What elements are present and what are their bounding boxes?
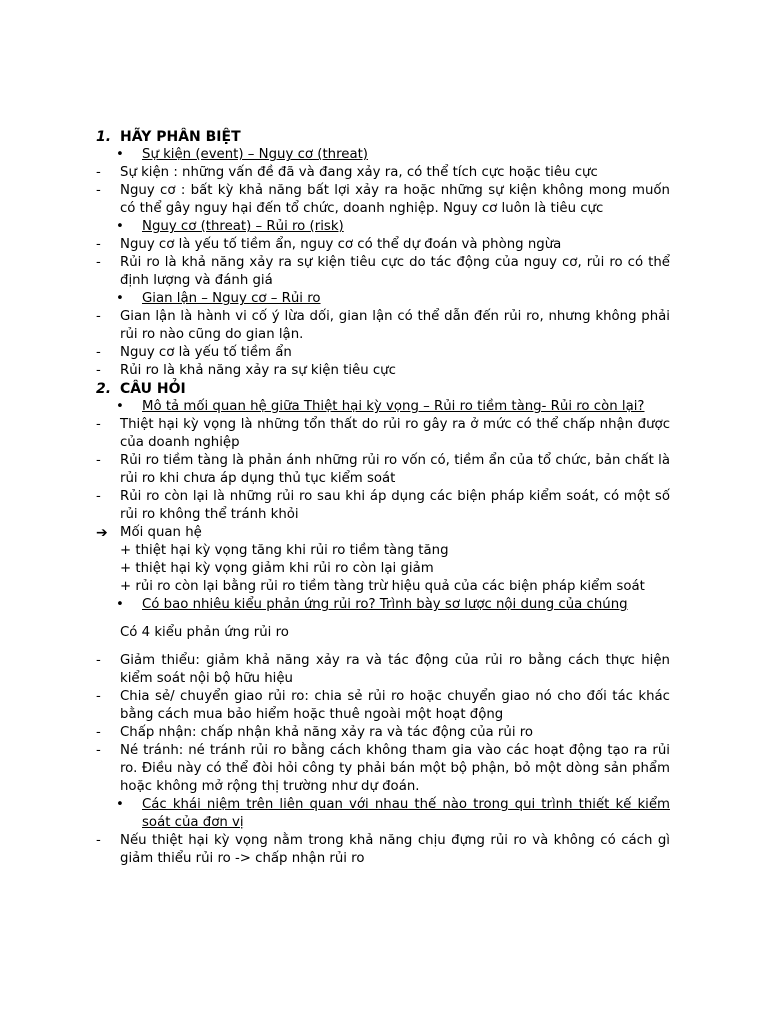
- bullet-item-text: Các khái niệm trên liên quan với nhau thế nào trong qui trình thiết kế kiểm soát của đơn vị: [142, 797, 670, 830]
- bullet-icon: •: [116, 219, 124, 234]
- dash-item-text: Nguy cơ là yếu tố tiềm ẩn: [120, 345, 292, 360]
- text-line-text: + thiệt hại kỳ vọng tăng khi rủi ro tiềm tàng tăng: [120, 543, 449, 558]
- section-heading-text: CÂU HỎI: [120, 381, 186, 397]
- bullet-icon: •: [116, 797, 124, 812]
- bullet-icon: •: [116, 399, 124, 414]
- dash-item: [96, 362, 670, 380]
- dash-marker: -: [96, 183, 101, 198]
- heading-number: 2.: [96, 381, 112, 397]
- dash-item: [96, 236, 670, 254]
- text-line-text: + thiệt hại kỳ vọng giảm khi rủi ro còn lại giảm: [120, 561, 434, 576]
- dash-item: [96, 488, 670, 524]
- bullet-item-text: Gian lận – Nguy cơ – Rủi ro: [142, 291, 321, 306]
- dash-marker: -: [96, 417, 101, 432]
- dash-item-text: Nếu thiệt hại kỳ vọng nằm trong khả năng chịu đựng rủi ro và không có cách gì giảm thiểu rủi ro -> chấp nhận rủi ro: [120, 833, 670, 866]
- bullet-item: [96, 398, 670, 416]
- bullet-item: [96, 290, 670, 308]
- dash-marker: -: [96, 165, 101, 180]
- bullet-item-text: Nguy cơ (threat) – Rủi ro (risk): [142, 219, 344, 234]
- heading-number: 1.: [96, 129, 112, 145]
- dash-marker: -: [96, 833, 101, 848]
- dash-marker: -: [96, 363, 101, 378]
- bullet-item-text: Sự kiện (event) – Nguy cơ (threat): [142, 147, 368, 162]
- text-line: [96, 624, 670, 642]
- dash-item-text: Rủi ro là khả năng xảy ra sự kiện tiêu cực: [120, 363, 396, 378]
- dash-item-text: Nguy cơ : bất kỳ khả năng bất lợi xảy ra hoặc những sự kiện không mong muốn có thể gây nguy hại đến tổ chức, doanh nghiệp. Nguy cơ luôn là tiêu cực: [120, 183, 670, 216]
- section-heading: [96, 380, 670, 398]
- dash-item-text: Sự kiện : những vấn đề đã và đang xảy ra, có thể tích cực hoặc tiêu cực: [120, 165, 598, 180]
- dash-marker: -: [96, 725, 101, 740]
- dash-marker: -: [96, 453, 101, 468]
- bullet-icon: •: [116, 291, 124, 306]
- dash-item: [96, 688, 670, 724]
- dash-marker: -: [96, 309, 101, 324]
- dash-item-text: Rủi ro là khả năng xảy ra sự kiện tiêu cực do tác động của nguy cơ, rủi ro có thể định lượng và đánh giá: [120, 255, 670, 288]
- dash-item-text: Gian lận là hành vi cố ý lừa dối, gian lận có thể dẫn đến rủi ro, nhưng không phải rủi ro nào cũng do gian lận.: [120, 309, 670, 342]
- dash-marker: -: [96, 743, 101, 758]
- dash-item-text: Thiệt hại kỳ vọng là những tổn thất do rủi ro gây ra ở mức có thể chấp nhận được của doanh nghiệp: [120, 417, 670, 450]
- text-line: [96, 560, 670, 578]
- bullet-icon: •: [116, 147, 124, 162]
- dash-item: [96, 254, 670, 290]
- dash-marker: -: [96, 345, 101, 360]
- section-heading: [96, 128, 670, 146]
- dash-marker: -: [96, 653, 101, 668]
- dash-item-text: Chia sẻ/ chuyển giao rủi ro: chia sẻ rủi ro hoặc chuyển giao nó cho đối tác khác bằng cách mua bảo hiểm hoặc thuê ngoài một hoạt động: [120, 689, 670, 722]
- arrow-icon: ➔: [96, 525, 108, 541]
- text-line-text: Có 4 kiểu phản ứng rủi ro: [120, 625, 289, 640]
- bullet-item-text: Có bao nhiêu kiểu phản ứng rủi ro? Trình bày sơ lược nội dung của chúng: [142, 597, 628, 612]
- dash-item: [96, 182, 670, 218]
- bullet-item: [96, 596, 670, 614]
- dash-item: [96, 308, 670, 344]
- dash-item: [96, 452, 670, 488]
- dash-item: [96, 724, 670, 742]
- dash-marker: -: [96, 689, 101, 704]
- text-line-text: + rủi ro còn lại bằng rủi ro tiềm tàng trừ hiệu quả của các biện pháp kiểm soát: [120, 579, 645, 594]
- arrow-item: [96, 524, 670, 542]
- document-body: [96, 128, 670, 868]
- bullet-icon: •: [116, 597, 124, 612]
- bullet-item: [96, 218, 670, 236]
- dash-marker: -: [96, 255, 101, 270]
- dash-item: [96, 832, 670, 868]
- dash-item-text: Rủi ro còn lại là những rủi ro sau khi áp dụng các biện pháp kiểm soát, có một số rủi ro không thể tránh khỏi: [120, 489, 670, 522]
- dash-item-text: Rủi ro tiềm tàng là phản ánh những rủi ro vốn có, tiềm ẩn của tổ chức, bản chất là rủi ro khi chưa áp dụng thủ tục kiểm soát: [120, 453, 670, 486]
- dash-marker: -: [96, 237, 101, 252]
- dash-item: [96, 742, 670, 796]
- dash-item-text: Nguy cơ là yếu tố tiềm ẩn, nguy cơ có thể dự đoán và phòng ngừa: [120, 237, 562, 252]
- dash-marker: -: [96, 489, 101, 504]
- dash-item-text: Giảm thiểu: giảm khả năng xảy ra và tác động của rủi ro bằng cách thực hiện kiểm soát nội bộ hữu hiệu: [120, 653, 670, 686]
- dash-item: [96, 652, 670, 688]
- dash-item-text: Chấp nhận: chấp nhận khả năng xảy ra và tác động của rủi ro: [120, 725, 534, 740]
- bullet-item-text: Mô tả mối quan hệ giữa Thiệt hại kỳ vọng – Rủi ro tiềm tàng- Rủi ro còn lại?: [142, 399, 645, 414]
- dash-item-text: Né tránh: né tránh rủi ro bằng cách không tham gia vào các hoạt động tạo ra rủi ro. Điều này có thể đòi hỏi công ty phải bán một bộ phận, bỏ một dòng sản phẩm hoặc không mở rộng thị trường như dự đoán.: [120, 743, 670, 794]
- dash-item: [96, 344, 670, 362]
- bullet-item: [96, 146, 670, 164]
- bullet-item: [96, 796, 670, 832]
- section-heading-text: HÃY PHÂN BIỆT: [120, 129, 241, 145]
- dash-item: [96, 164, 670, 182]
- text-line: [96, 578, 670, 596]
- arrow-item-text: Mối quan hệ: [120, 525, 202, 540]
- dash-item: [96, 416, 670, 452]
- text-line: [96, 542, 670, 560]
